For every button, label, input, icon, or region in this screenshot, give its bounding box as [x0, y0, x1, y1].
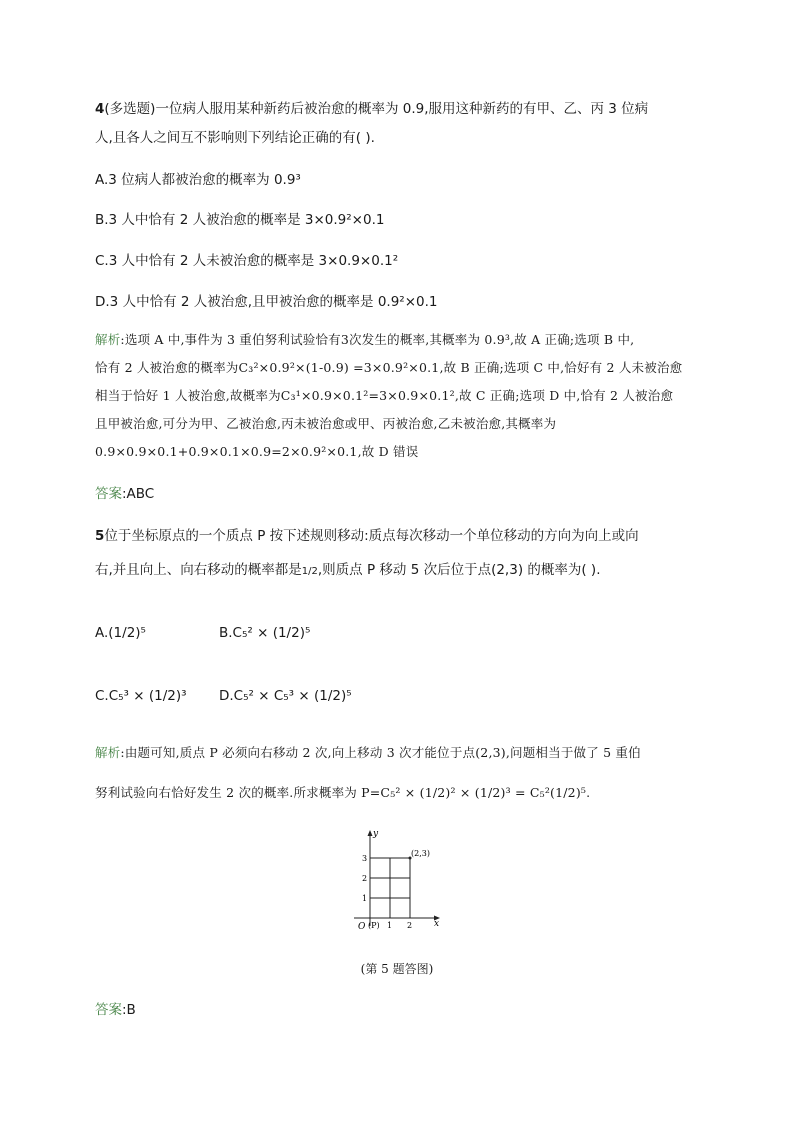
solution-line: :由题可知,质点 P 必须向右移动 2 次,向上移动 3 次才能位于点(2,3),问题相当于做了 5 重伯: [120, 745, 641, 760]
stem-line-1: (多选题)一位病人服用某种新药后被治愈的概率为 0.9,服用这种新药的有甲、乙、丙 3 位病: [104, 101, 649, 117]
option-a: A.3 位病人都被治愈的概率为 0.9³: [95, 172, 301, 188]
solution-line: 且甲被治愈,可分为甲、乙被治愈,丙未被治愈或甲、丙被治愈,乙未被治愈,其概率为: [95, 416, 557, 431]
y-tick-label: 2: [362, 874, 368, 883]
x-tick-label: 1: [387, 921, 393, 930]
question-number: 4: [95, 101, 105, 117]
option-b: B.3 人中恰有 2 人被治愈的概率是 3×0.9²×0.1: [95, 212, 385, 228]
y-axis-label: y: [373, 829, 379, 839]
fraction-half: 1/2: [301, 566, 318, 577]
stem-line-1: 位于坐标原点的一个质点 P 按下述规则移动:质点每次移动一个单位移动的方向为向上或向: [104, 528, 639, 544]
answer-label: 答案: [95, 1002, 122, 1018]
question-4-stem: [95, 99, 705, 148]
answer-value: :ABC: [122, 486, 155, 502]
question-5-stem: [95, 526, 705, 582]
solution-label: 解析: [95, 745, 121, 760]
solution-label: 解析: [95, 332, 121, 347]
answer-value: :B: [122, 1002, 136, 1018]
stem-line-2: 右,并且向上、向右移动的概率都是: [95, 562, 302, 578]
question-4-answer: [95, 484, 705, 504]
solution-line: 努利试验向右恰好发生 2 次的概率.所求概率为 P=C₅² × (1/2)² × (1/2)³ = C₅²(1/2)⁵.: [95, 785, 591, 800]
stem-line-2-end: ,则质点 P 移动 5 次后位于点(2,3) 的概率为( ).: [317, 562, 601, 578]
option-d: D.3 人中恰有 2 人被治愈,且甲被治愈的概率是 0.9²×0.1: [95, 294, 438, 310]
question-4-solution: [95, 326, 705, 466]
question-number: 5: [95, 528, 105, 544]
solution-line: 相当于恰好 1 人被治愈,故概率为C₃¹×0.9×0.1²=3×0.9×0.1²,故 C 正确;选项 D 中,恰有 2 人被治愈: [95, 388, 674, 403]
option-d: D.C₅² × C₅³ × (1/2)⁵: [219, 688, 352, 704]
options-row-2: [95, 688, 352, 704]
figure-caption: (第 5 题答图): [360, 962, 434, 976]
stem-line-2: 人,且各人之间互不影响则下列结论正确的有( ).: [95, 130, 375, 146]
options-row-1: [95, 625, 310, 641]
solution-line: 0.9×0.9×0.1+0.9×0.1×0.9=2×0.9²×0.1,故 D 错误: [95, 444, 419, 459]
y-tick-label: 1: [362, 894, 368, 903]
question-5-solution: [95, 733, 705, 813]
option-c: C.C₅³ × (1/2)³: [95, 688, 187, 704]
option-a: A.(1/2)⁵: [95, 625, 146, 641]
point-label: (2,3): [411, 849, 430, 858]
x-tick-label: 2: [407, 921, 413, 930]
solution-line: 恰有 2 人被治愈的概率为C₃²×0.9²×(1-0.9) =3×0.9²×0.1,故 B 正确;选项 C 中,恰好有 2 人未被治愈: [95, 360, 683, 375]
y-axis-arrow-icon: [368, 830, 373, 836]
question-5-answer: [95, 1000, 705, 1020]
answer-label: 答案: [95, 486, 122, 502]
x-axis-label: x: [434, 919, 440, 929]
y-tick-label: 3: [362, 854, 368, 863]
grid-lines: [370, 858, 410, 918]
solution-line: :选项 A 中,事件为 3 重伯努利试验恰有3次发生的概率,其概率为 0.9³,故 A 正确;选项 B 中,: [120, 332, 635, 347]
path-grid-figure: [350, 826, 450, 936]
option-c: C.3 人中恰有 2 人未被治愈的概率是 3×0.9×0.1²: [95, 253, 399, 269]
option-b: B.C₅² × (1/2)⁵: [219, 625, 311, 641]
p-label: (P): [368, 921, 380, 930]
origin-label: O: [358, 922, 366, 932]
